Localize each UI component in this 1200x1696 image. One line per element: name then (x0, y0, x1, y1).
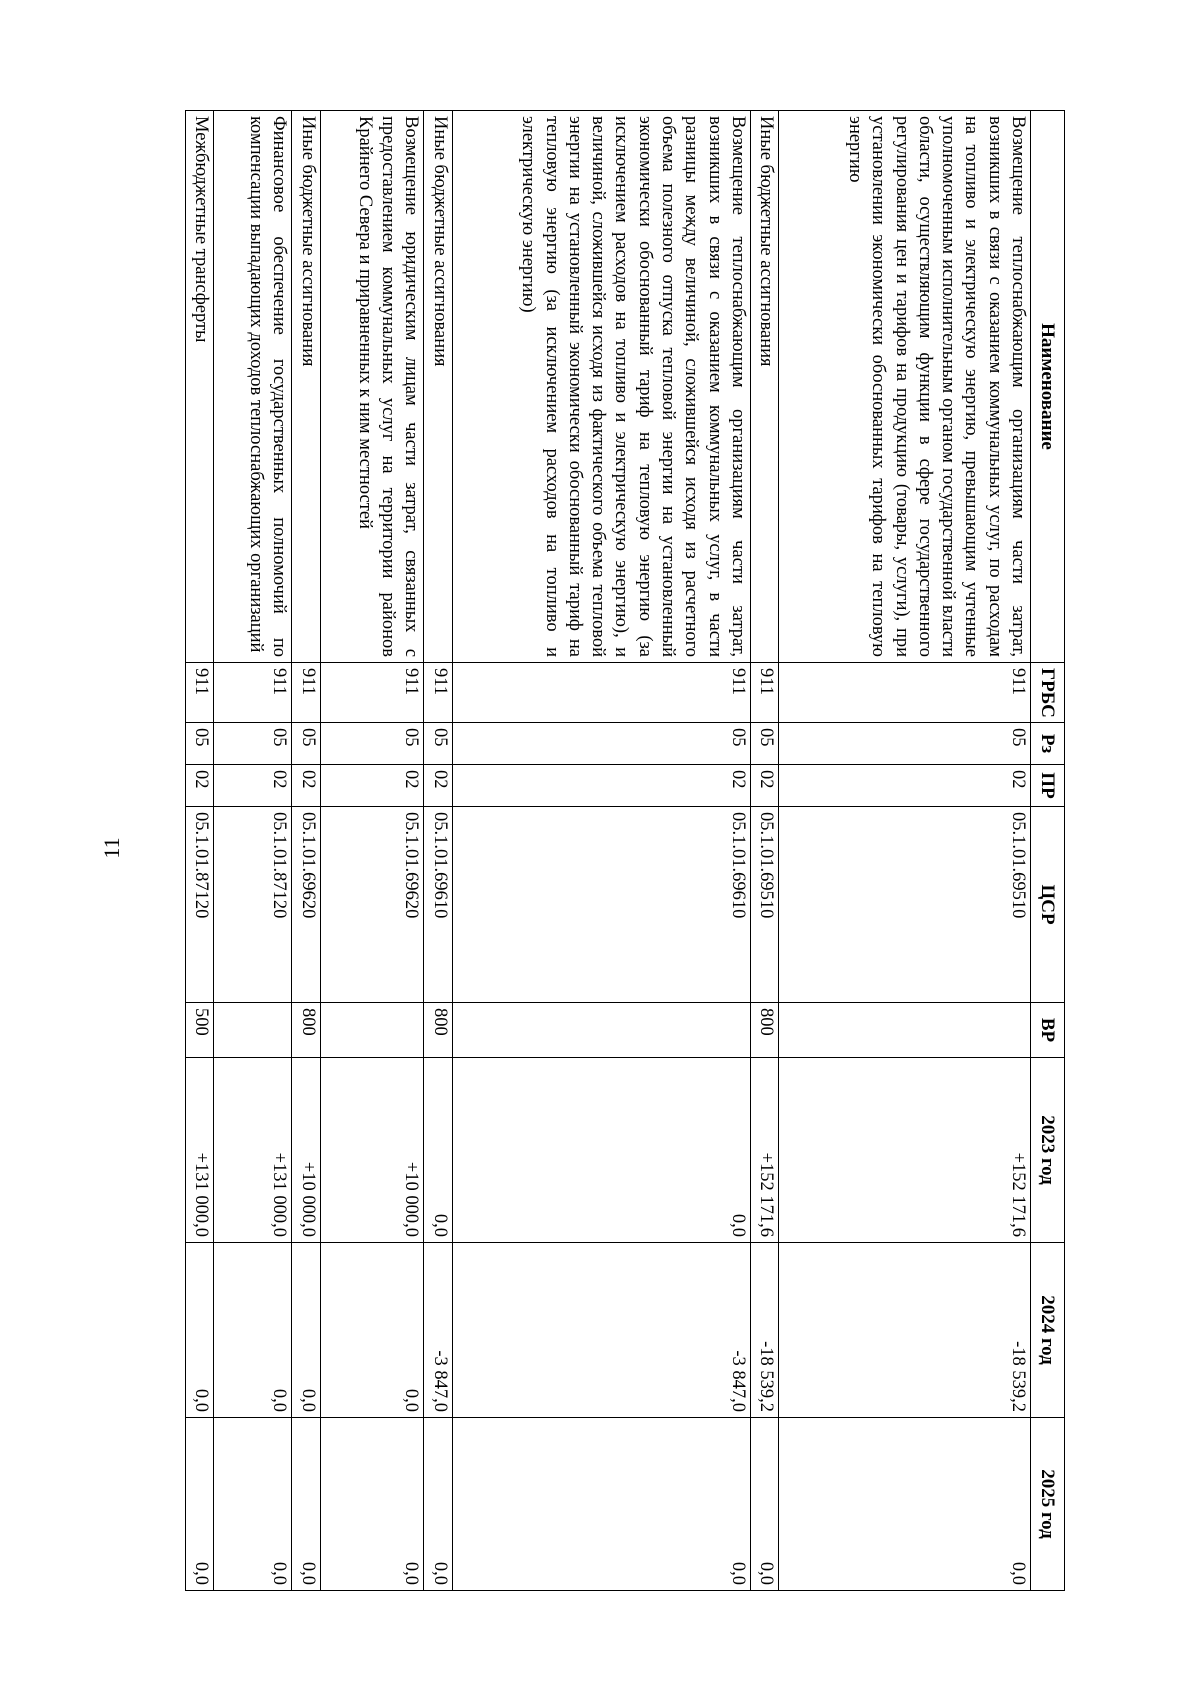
cell-name: Иные бюджетные ассигнования (292, 111, 320, 663)
cell-2023: +131 000,0 (186, 1058, 214, 1243)
header-vr: ВР (1031, 1003, 1065, 1058)
table-row (750, 111, 778, 1591)
cell-vr: 500 (186, 1003, 214, 1058)
table-row (452, 111, 750, 1591)
cell-vr: 800 (750, 1003, 778, 1058)
cell-2025: 0,0 (214, 1418, 292, 1591)
cell-pr: 02 (292, 765, 320, 807)
table-row (292, 111, 320, 1591)
cell-grbs: 911 (320, 663, 424, 723)
cell-vr (452, 1003, 750, 1058)
cell-2025: 0,0 (452, 1418, 750, 1591)
cell-rz: 05 (186, 723, 214, 765)
budget-table (185, 110, 1065, 1591)
cell-2024: 0,0 (320, 1243, 424, 1418)
cell-grbs: 911 (292, 663, 320, 723)
cell-csr: 05.1.01.69610 (424, 807, 452, 1003)
cell-rz: 05 (292, 723, 320, 765)
cell-rz: 05 (750, 723, 778, 765)
cell-2025: 0,0 (750, 1418, 778, 1591)
header-2024: 2024 год (1031, 1243, 1065, 1418)
cell-pr: 02 (779, 765, 1031, 807)
cell-grbs: 911 (452, 663, 750, 723)
cell-vr: 800 (424, 1003, 452, 1058)
page-number: 11 (99, 837, 124, 859)
cell-name: Финансовое обеспечение государственных полномочий по компенсации выпадающих доходов теплоснабжающих организаций (214, 111, 292, 663)
table-row (424, 111, 452, 1591)
cell-pr: 02 (186, 765, 214, 807)
table-header-row (1031, 111, 1065, 1591)
cell-pr: 02 (320, 765, 424, 807)
cell-pr: 02 (214, 765, 292, 807)
cell-vr (779, 1003, 1031, 1058)
header-csr: ЦСР (1031, 807, 1065, 1003)
header-2025: 2025 год (1031, 1418, 1065, 1591)
cell-csr: 05.1.01.69620 (320, 807, 424, 1003)
table-row (779, 111, 1031, 1591)
cell-grbs: 911 (214, 663, 292, 723)
cell-vr (214, 1003, 292, 1058)
cell-2023: 0,0 (452, 1058, 750, 1243)
cell-grbs: 911 (750, 663, 778, 723)
cell-pr: 02 (424, 765, 452, 807)
header-name: Наименование (1031, 111, 1065, 663)
cell-csr: 05.1.01.69510 (779, 807, 1031, 1003)
cell-2024: -3 847,0 (452, 1243, 750, 1418)
cell-name: Возмещение юридическим лицам части затрат, связанных с предоставлением коммунальных услуг на территории районов Крайнего Севера и приравненных к ним местностей (320, 111, 424, 663)
cell-2024: 0,0 (186, 1243, 214, 1418)
cell-grbs: 911 (779, 663, 1031, 723)
table-row (186, 111, 214, 1591)
cell-2025: 0,0 (292, 1418, 320, 1591)
cell-rz: 05 (424, 723, 452, 765)
cell-2023: +152 171,6 (750, 1058, 778, 1243)
cell-csr: 05.1.01.69610 (452, 807, 750, 1003)
cell-2024: -18 539,2 (750, 1243, 778, 1418)
cell-2024: -18 539,2 (779, 1243, 1031, 1418)
cell-vr: 800 (292, 1003, 320, 1058)
cell-2023: 0,0 (424, 1058, 452, 1243)
cell-2023: +10 000,0 (320, 1058, 424, 1243)
table-row (320, 111, 424, 1591)
cell-2023: +131 000,0 (214, 1058, 292, 1243)
cell-rz: 05 (779, 723, 1031, 765)
cell-grbs: 911 (424, 663, 452, 723)
cell-name: Возмещение теплоснабжающим организациям части затрат, возникших в связи с оказанием коммунальных услуг, в части разницы между величиной, сложившейся исходя из расчетного объема полезного отпуска тепловой энергии на установленный экономически обоснованный тариф на тепловую энергию (за исключением расходов на топливо и электрическую энергию), и величиной, сложившейся исходя из фактического объема тепловой энергии на установленный экономически обоснованный тариф на тепловую энергию (за исключением расходов на топливо и электрическую энергию) (452, 111, 750, 663)
table-row (214, 111, 292, 1591)
cell-2024: 0,0 (292, 1243, 320, 1418)
cell-2025: 0,0 (779, 1418, 1031, 1591)
cell-name: Иные бюджетные ассигнования (750, 111, 778, 663)
cell-pr: 02 (750, 765, 778, 807)
header-pr: ПР (1031, 765, 1065, 807)
cell-2023: +152 171,6 (779, 1058, 1031, 1243)
cell-csr: 05.1.01.87120 (214, 807, 292, 1003)
cell-2024: -3 847,0 (424, 1243, 452, 1418)
cell-vr (320, 1003, 424, 1058)
cell-2023: +10 000,0 (292, 1058, 320, 1243)
header-rz: Рз (1031, 723, 1065, 765)
cell-csr: 05.1.01.87120 (186, 807, 214, 1003)
cell-name: Межбюджетные трансферты (186, 111, 214, 663)
cell-name: Иные бюджетные ассигнования (424, 111, 452, 663)
cell-2025: 0,0 (320, 1418, 424, 1591)
cell-name: Возмещение теплоснабжающим организациям части затрат, возникших в связи с оказанием коммунальных услуг, по расходам на топливо и электрическую энергию, превышающим учтенные уполномоченным исполнительным органом государственной власти области, осуществляющим функции в сфере государственного регулирования цен и тарифов на продукцию (товары, услуги), при установлении экономически обоснованных тарифов на тепловую энергию (779, 111, 1031, 663)
cell-grbs: 911 (186, 663, 214, 723)
cell-rz: 05 (320, 723, 424, 765)
cell-rz: 05 (214, 723, 292, 765)
header-2023: 2023 год (1031, 1058, 1065, 1243)
cell-csr: 05.1.01.69620 (292, 807, 320, 1003)
cell-csr: 05.1.01.69510 (750, 807, 778, 1003)
cell-2025: 0,0 (186, 1418, 214, 1591)
cell-2024: 0,0 (214, 1243, 292, 1418)
cell-2025: 0,0 (424, 1418, 452, 1591)
cell-pr: 02 (452, 765, 750, 807)
cell-rz: 05 (452, 723, 750, 765)
header-grbs: ГРБС (1031, 663, 1065, 723)
budget-table-container (185, 110, 1065, 1590)
